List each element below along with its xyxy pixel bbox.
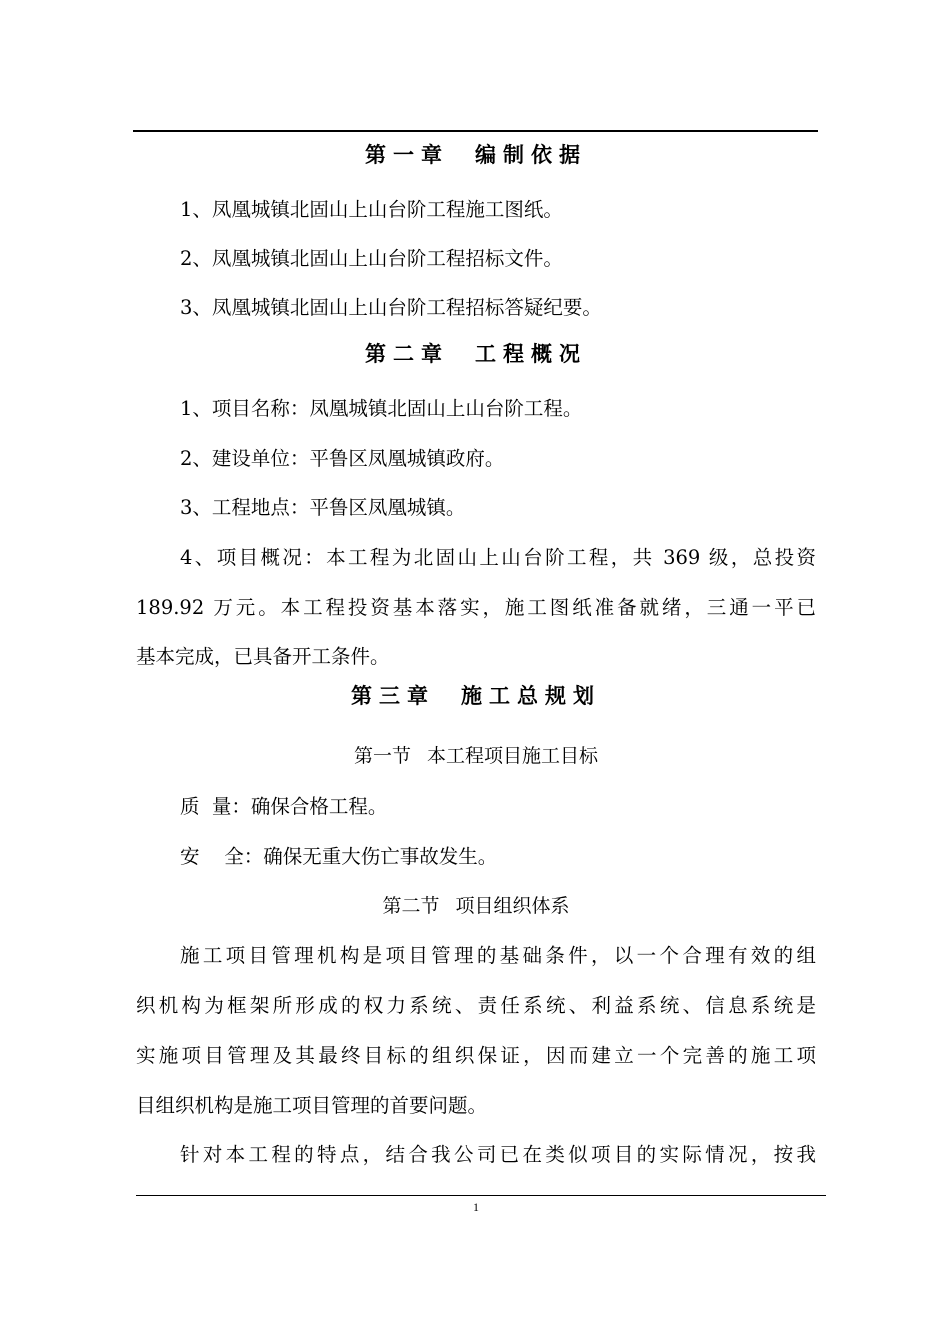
section-1-number: 第一节 [353, 745, 411, 767]
paragraph-line: 针对本工程的特点，结合我公司已在类似项目的实际情况，按我 [180, 1143, 816, 1166]
project-overview-line: 189.92 万元。本工程投资基本落实，施工图纸准备就绪，三通一平已 [136, 596, 816, 619]
quality-goal: 质 量：确保合格工程。 [180, 795, 388, 818]
chapter-1-title: 编制依据 [475, 142, 587, 167]
chapter-3-heading [136, 680, 816, 710]
project-overview-line: 4、项目概况：本工程为北固山上山台阶工程，共 369 级，总投资 [180, 546, 816, 569]
chapter-2-item: 3、工程地点：平鲁区凤凰城镇。 [180, 496, 466, 519]
chapter-1-heading [136, 139, 816, 169]
footer-rule [136, 1195, 826, 1196]
chapter-3-title: 施工总规划 [461, 683, 601, 708]
chapter-3-number: 第三章 [351, 683, 435, 708]
section-2-heading [136, 891, 816, 918]
section-2-title: 项目组织体系 [455, 895, 570, 917]
chapter-2-title: 工程概况 [475, 341, 587, 366]
safety-goal: 安 全：确保无重大伤亡事故发生。 [180, 845, 498, 868]
chapter-1-item: 2、凤凰城镇北固山上山台阶工程招标文件。 [180, 247, 563, 270]
chapter-1-number: 第一章 [365, 142, 449, 167]
section-2-number: 第二节 [382, 895, 440, 917]
project-overview-line: 基本完成，已具备开工条件。 [136, 645, 390, 668]
page-number: 1 [473, 1200, 479, 1214]
chapter-2-item: 2、建设单位：平鲁区凤凰城镇政府。 [180, 447, 505, 470]
paragraph-line: 织机构为框架所形成的权力系统、责任系统、利益系统、信息系统是 [136, 994, 816, 1017]
paragraph-line: 目组织机构是施工项目管理的首要问题。 [136, 1094, 488, 1117]
chapter-2-number: 第二章 [365, 341, 449, 366]
section-1-heading [136, 741, 816, 768]
chapter-2-item: 1、项目名称：凤凰城镇北固山上山台阶工程。 [180, 397, 583, 420]
chapter-2-heading [136, 338, 816, 368]
section-1-title: 本工程项目施工目标 [427, 745, 599, 767]
chapter-1-item: 1、凤凰城镇北固山上山台阶工程施工图纸。 [180, 198, 563, 221]
paragraph-line: 实施项目管理及其最终目标的组织保证，因而建立一个完善的施工项 [136, 1044, 816, 1067]
paragraph-line: 施工项目管理机构是项目管理的基础条件，以一个合理有效的组 [180, 944, 816, 967]
header-rule [133, 130, 818, 132]
chapter-1-item: 3、凤凰城镇北固山上山台阶工程招标答疑纪要。 [180, 296, 602, 319]
